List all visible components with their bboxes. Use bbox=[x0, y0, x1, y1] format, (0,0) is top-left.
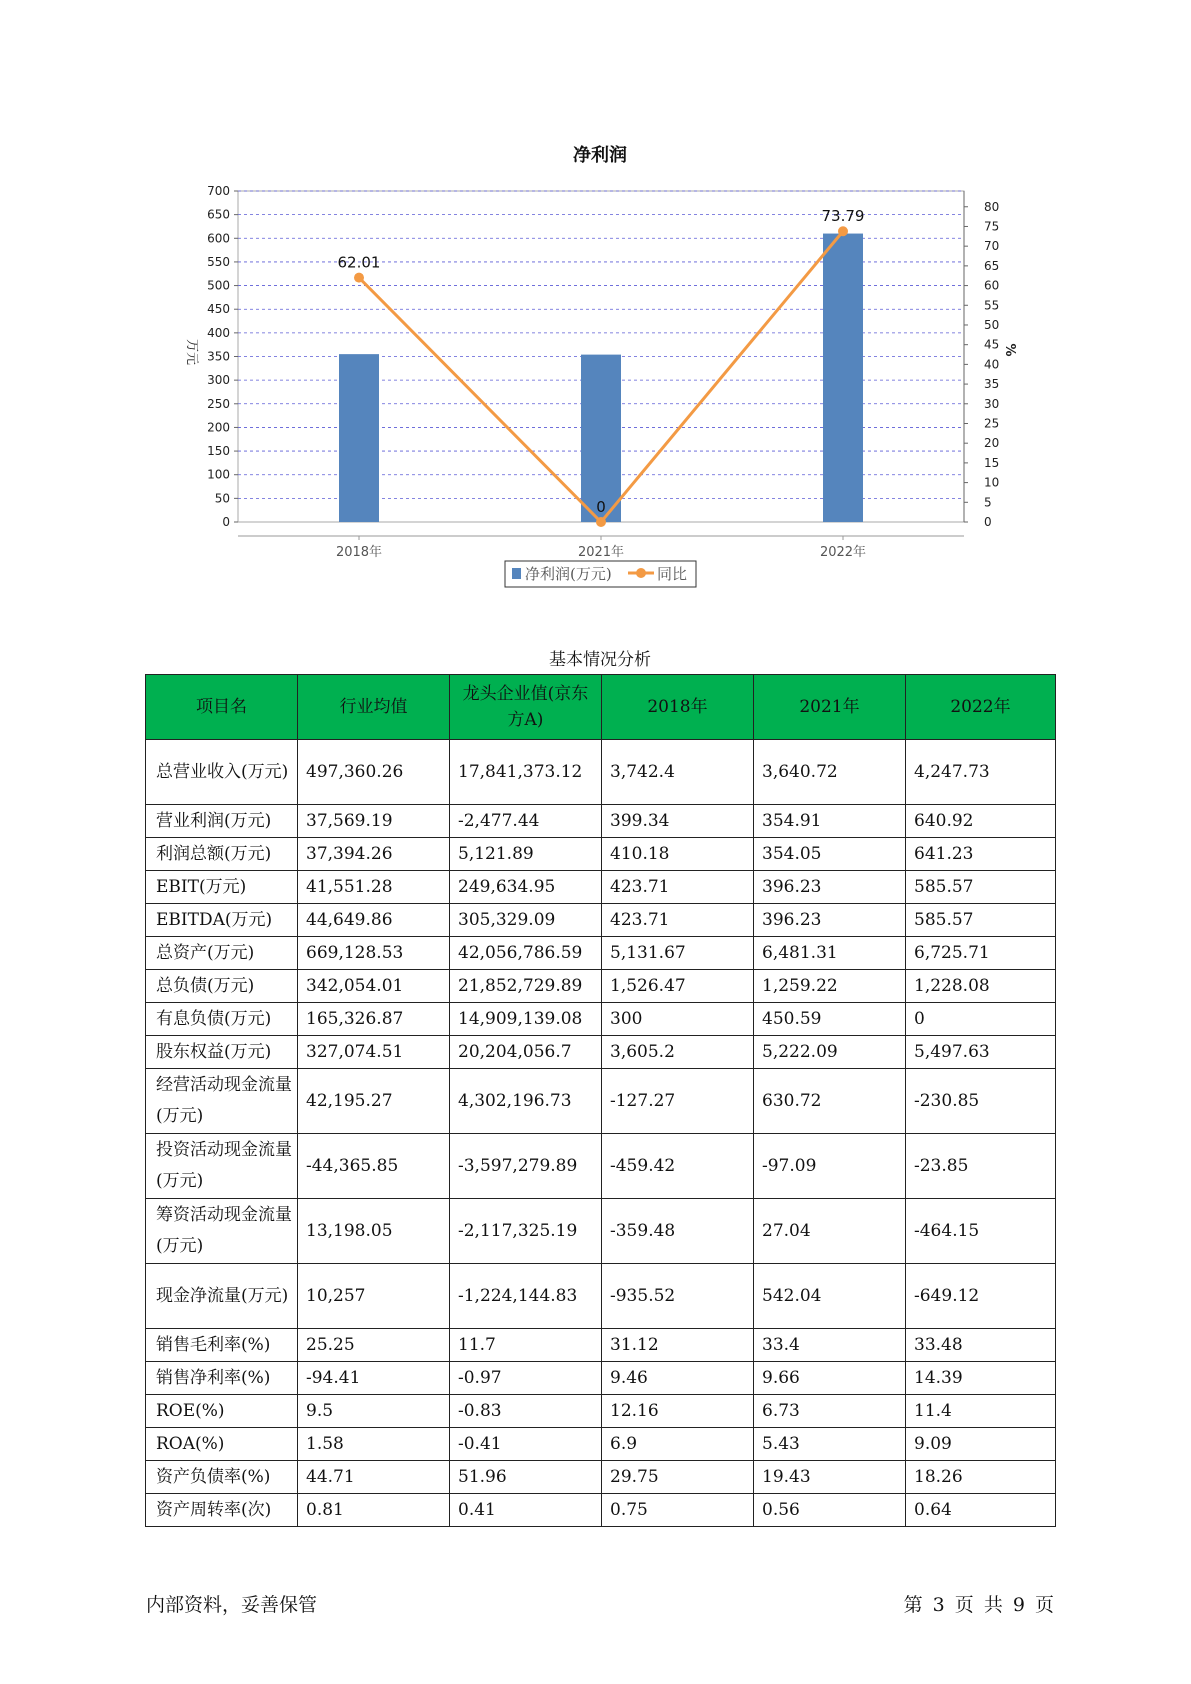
table-cell: 249,634.95 bbox=[450, 871, 602, 904]
y-tick-label-right: 0 bbox=[984, 515, 992, 529]
x-tick-label: 2022年 bbox=[819, 545, 867, 560]
table-row bbox=[146, 871, 1056, 904]
y-tick-label: 650 bbox=[207, 207, 230, 222]
bar-net-profit bbox=[823, 234, 863, 522]
table-row bbox=[146, 805, 1056, 838]
header-2018: 2018年 bbox=[602, 675, 754, 740]
table-row bbox=[146, 1395, 1056, 1428]
header-2022: 2022年 bbox=[906, 675, 1056, 740]
table-cell: -464.15 bbox=[906, 1199, 1056, 1264]
table-cell: 37,394.26 bbox=[298, 838, 450, 871]
data-label-yoy: 0 bbox=[596, 498, 606, 516]
header-industry-average: 行业均值 bbox=[298, 675, 450, 740]
header-leader-value: 龙头企业值(京东方A) bbox=[450, 675, 602, 740]
table-cell: 5,497.63 bbox=[906, 1036, 1056, 1069]
table-cell: 10,257 bbox=[298, 1264, 450, 1329]
y-tick-label: 350 bbox=[207, 349, 230, 364]
table-cell: -935.52 bbox=[602, 1264, 754, 1329]
table-cell: 3,605.2 bbox=[602, 1036, 754, 1069]
chart-legend bbox=[505, 561, 696, 587]
row-label: 利润总额(万元) bbox=[146, 838, 298, 871]
y-tick-label-right: 70 bbox=[984, 239, 1000, 254]
row-label: 总资产(万元) bbox=[146, 937, 298, 970]
table-row bbox=[146, 838, 1056, 871]
y-tick-label: 400 bbox=[207, 325, 230, 340]
table-row bbox=[146, 1036, 1056, 1069]
y-tick-label-right: 50 bbox=[984, 317, 1000, 332]
x-tick-label: 2021年 bbox=[577, 545, 625, 560]
bar-net-profit bbox=[581, 355, 621, 522]
y-tick-label: 500 bbox=[207, 278, 230, 293]
table-cell: 497,360.26 bbox=[298, 740, 450, 805]
table-cell: 641.23 bbox=[906, 838, 1056, 871]
y-tick-label: 0 bbox=[222, 515, 230, 529]
table-cell: -44,365.85 bbox=[298, 1134, 450, 1199]
row-label: EBIT(万元) bbox=[146, 871, 298, 904]
y-tick-label: 300 bbox=[207, 373, 230, 388]
row-label: 经营活动现金流量(万元) bbox=[146, 1069, 298, 1134]
table-cell: -0.97 bbox=[450, 1362, 602, 1395]
row-label: 销售净利率(%) bbox=[146, 1362, 298, 1395]
table-cell: 11.7 bbox=[450, 1329, 602, 1362]
table-cell: 6,481.31 bbox=[754, 937, 906, 970]
y-tick-label-right: 5 bbox=[984, 495, 992, 510]
legend-swatch-line bbox=[636, 568, 646, 578]
basic-analysis-table bbox=[145, 674, 1056, 1527]
table-cell: 3,640.72 bbox=[754, 740, 906, 805]
table-row bbox=[146, 1461, 1056, 1494]
y-tick-label: 450 bbox=[207, 302, 230, 317]
table-row bbox=[146, 937, 1056, 970]
y-axis-label-left: 万元 bbox=[184, 338, 199, 366]
table-cell: 423.71 bbox=[602, 871, 754, 904]
row-label: 现金净流量(万元) bbox=[146, 1264, 298, 1329]
table-cell: 12.16 bbox=[602, 1395, 754, 1428]
y-tick-label: 50 bbox=[214, 491, 230, 506]
table-cell: -2,477.44 bbox=[450, 805, 602, 838]
table-row bbox=[146, 1003, 1056, 1036]
y-tick-label-right: 40 bbox=[984, 357, 1000, 372]
table-row bbox=[146, 970, 1056, 1003]
row-label: ROA(%) bbox=[146, 1428, 298, 1461]
table-cell: 42,195.27 bbox=[298, 1069, 450, 1134]
table-cell: 9.5 bbox=[298, 1395, 450, 1428]
table-cell: 630.72 bbox=[754, 1069, 906, 1134]
y-tick-label-right: 75 bbox=[984, 219, 1000, 234]
table-cell: 0.75 bbox=[602, 1494, 754, 1527]
table-cell: 27.04 bbox=[754, 1199, 906, 1264]
table-cell: 450.59 bbox=[754, 1003, 906, 1036]
x-tick-label: 2018年 bbox=[335, 545, 383, 560]
table-cell: 542.04 bbox=[754, 1264, 906, 1329]
y-tick-label-right: 20 bbox=[984, 436, 1000, 451]
table-row bbox=[146, 904, 1056, 937]
table-cell: 21,852,729.89 bbox=[450, 970, 602, 1003]
y-tick-label-right: 35 bbox=[984, 377, 1000, 392]
y-tick-label-right: 10 bbox=[984, 475, 1000, 490]
table-cell: 1.58 bbox=[298, 1428, 450, 1461]
table-cell: 165,326.87 bbox=[298, 1003, 450, 1036]
y-tick-label-right: 25 bbox=[984, 416, 1000, 431]
y-tick-label: 700 bbox=[207, 184, 230, 198]
y-tick-label-right: 45 bbox=[984, 337, 1000, 352]
legend-label-net-profit: 净利润(万元) bbox=[525, 565, 612, 583]
y-tick-label: 600 bbox=[207, 231, 230, 246]
table-cell: 20,204,056.7 bbox=[450, 1036, 602, 1069]
table-cell: 11.4 bbox=[906, 1395, 1056, 1428]
table-cell: 640.92 bbox=[906, 805, 1056, 838]
table-cell: 0.64 bbox=[906, 1494, 1056, 1527]
table-cell: 0 bbox=[906, 1003, 1056, 1036]
footer-confidential-note: 内部资料，妥善保管 bbox=[146, 1594, 318, 1616]
table-cell: 33.4 bbox=[754, 1329, 906, 1362]
table-cell: -94.41 bbox=[298, 1362, 450, 1395]
table-cell: 0.81 bbox=[298, 1494, 450, 1527]
y-tick-label: 100 bbox=[207, 467, 230, 482]
row-label: ROE(%) bbox=[146, 1395, 298, 1428]
table-cell: 3,742.4 bbox=[602, 740, 754, 805]
row-label: EBITDA(万元) bbox=[146, 904, 298, 937]
table-cell: 1,228.08 bbox=[906, 970, 1056, 1003]
table-row bbox=[146, 1264, 1056, 1329]
table-cell: 5,121.89 bbox=[450, 838, 602, 871]
table-cell: 5,222.09 bbox=[754, 1036, 906, 1069]
table-cell: 44,649.86 bbox=[298, 904, 450, 937]
table-cell: 6,725.71 bbox=[906, 937, 1056, 970]
row-label: 投资活动现金流量(万元) bbox=[146, 1134, 298, 1199]
y-tick-label-right: 55 bbox=[984, 298, 1000, 313]
header-item-name: 项目名 bbox=[146, 675, 298, 740]
point-yoy bbox=[838, 226, 848, 236]
table-cell: -3,597,279.89 bbox=[450, 1134, 602, 1199]
row-label: 总营业收入(万元) bbox=[146, 740, 298, 805]
row-label: 营业利润(万元) bbox=[146, 805, 298, 838]
row-label: 股东权益(万元) bbox=[146, 1036, 298, 1069]
table-cell: 19.43 bbox=[754, 1461, 906, 1494]
legend-label-yoy: 同比 bbox=[657, 565, 688, 583]
table-cell: 354.05 bbox=[754, 838, 906, 871]
table-cell: 31.12 bbox=[602, 1329, 754, 1362]
table-cell: -230.85 bbox=[906, 1069, 1056, 1134]
table-caption: 基本情况分析 bbox=[549, 650, 651, 670]
table-cell: -359.48 bbox=[602, 1199, 754, 1264]
y-tick-label-right: 60 bbox=[984, 278, 1000, 293]
header-2021: 2021年 bbox=[754, 675, 906, 740]
table-cell: 9.09 bbox=[906, 1428, 1056, 1461]
table-cell: 13,198.05 bbox=[298, 1199, 450, 1264]
row-label: 销售毛利率(%) bbox=[146, 1329, 298, 1362]
y-tick-label-right: 30 bbox=[984, 396, 1000, 411]
legend-swatch-bar bbox=[512, 568, 521, 579]
table-cell: 33.48 bbox=[906, 1329, 1056, 1362]
y-axis-label-right: % bbox=[1002, 343, 1017, 357]
table-cell: 300 bbox=[602, 1003, 754, 1036]
net-profit-chart bbox=[0, 0, 1191, 600]
table-cell: 396.23 bbox=[754, 871, 906, 904]
footer-page-number: 第 3 页 共 9 页 bbox=[903, 1594, 1054, 1616]
row-label: 资产周转率(次) bbox=[146, 1494, 298, 1527]
table-cell: -97.09 bbox=[754, 1134, 906, 1199]
table-row bbox=[146, 1329, 1056, 1362]
table-row bbox=[146, 1494, 1056, 1527]
table-cell: 669,128.53 bbox=[298, 937, 450, 970]
y-tick-label: 250 bbox=[207, 396, 230, 411]
table-row bbox=[146, 1069, 1056, 1134]
point-yoy bbox=[354, 273, 364, 283]
table-cell: 6.9 bbox=[602, 1428, 754, 1461]
y-tick-label-right: 65 bbox=[984, 258, 1000, 273]
table-cell: 399.34 bbox=[602, 805, 754, 838]
table-cell: 44.71 bbox=[298, 1461, 450, 1494]
y-tick-label: 550 bbox=[207, 254, 230, 269]
table-cell: 37,569.19 bbox=[298, 805, 450, 838]
table-row bbox=[146, 1199, 1056, 1264]
table-cell: 5.43 bbox=[754, 1428, 906, 1461]
table-cell: -459.42 bbox=[602, 1134, 754, 1199]
chart-title: 净利润 bbox=[573, 145, 627, 166]
table-cell: -23.85 bbox=[906, 1134, 1056, 1199]
y-tick-label: 150 bbox=[207, 444, 230, 459]
table-cell: -2,117,325.19 bbox=[450, 1199, 602, 1264]
data-label-yoy: 73.79 bbox=[821, 207, 865, 226]
row-label: 总负债(万元) bbox=[146, 970, 298, 1003]
table-cell: 4,302,196.73 bbox=[450, 1069, 602, 1134]
table-cell: -0.83 bbox=[450, 1395, 602, 1428]
table-cell: -1,224,144.83 bbox=[450, 1264, 602, 1329]
table-cell: -0.41 bbox=[450, 1428, 602, 1461]
table-cell: 423.71 bbox=[602, 904, 754, 937]
table-row bbox=[146, 1134, 1056, 1199]
row-label: 资产负债率(%) bbox=[146, 1461, 298, 1494]
data-label-yoy: 62.01 bbox=[337, 253, 381, 272]
table-cell: 342,054.01 bbox=[298, 970, 450, 1003]
table-cell: -649.12 bbox=[906, 1264, 1056, 1329]
y-tick-label-right: 15 bbox=[984, 455, 1000, 470]
table-cell: 5,131.67 bbox=[602, 937, 754, 970]
table-cell: 327,074.51 bbox=[298, 1036, 450, 1069]
table-cell: 4,247.73 bbox=[906, 740, 1056, 805]
table-cell: 585.57 bbox=[906, 904, 1056, 937]
table-cell: 18.26 bbox=[906, 1461, 1056, 1494]
point-yoy bbox=[596, 517, 606, 527]
table-cell: 1,259.22 bbox=[754, 970, 906, 1003]
table-cell: 0.56 bbox=[754, 1494, 906, 1527]
table-cell: 17,841,373.12 bbox=[450, 740, 602, 805]
table-row bbox=[146, 1428, 1056, 1461]
table-cell: 354.91 bbox=[754, 805, 906, 838]
table-cell: 585.57 bbox=[906, 871, 1056, 904]
y-tick-label-right: 80 bbox=[984, 199, 1000, 214]
table-cell: 14.39 bbox=[906, 1362, 1056, 1395]
table-cell: 42,056,786.59 bbox=[450, 937, 602, 970]
table-cell: -127.27 bbox=[602, 1069, 754, 1134]
table-row bbox=[146, 1362, 1056, 1395]
table-cell: 9.46 bbox=[602, 1362, 754, 1395]
bar-net-profit bbox=[339, 354, 379, 522]
table-cell: 1,526.47 bbox=[602, 970, 754, 1003]
table-cell: 14,909,139.08 bbox=[450, 1003, 602, 1036]
row-label: 有息负债(万元) bbox=[146, 1003, 298, 1036]
table-cell: 29.75 bbox=[602, 1461, 754, 1494]
table-cell: 410.18 bbox=[602, 838, 754, 871]
row-label: 筹资活动现金流量(万元) bbox=[146, 1199, 298, 1264]
table-cell: 0.41 bbox=[450, 1494, 602, 1527]
table-cell: 6.73 bbox=[754, 1395, 906, 1428]
table-cell: 25.25 bbox=[298, 1329, 450, 1362]
table-cell: 305,329.09 bbox=[450, 904, 602, 937]
table-cell: 9.66 bbox=[754, 1362, 906, 1395]
table-cell: 51.96 bbox=[450, 1461, 602, 1494]
y-tick-label: 200 bbox=[207, 420, 230, 435]
table-cell: 396.23 bbox=[754, 904, 906, 937]
table-row bbox=[146, 740, 1056, 805]
table-header-row bbox=[146, 675, 1056, 740]
table-cell: 41,551.28 bbox=[298, 871, 450, 904]
